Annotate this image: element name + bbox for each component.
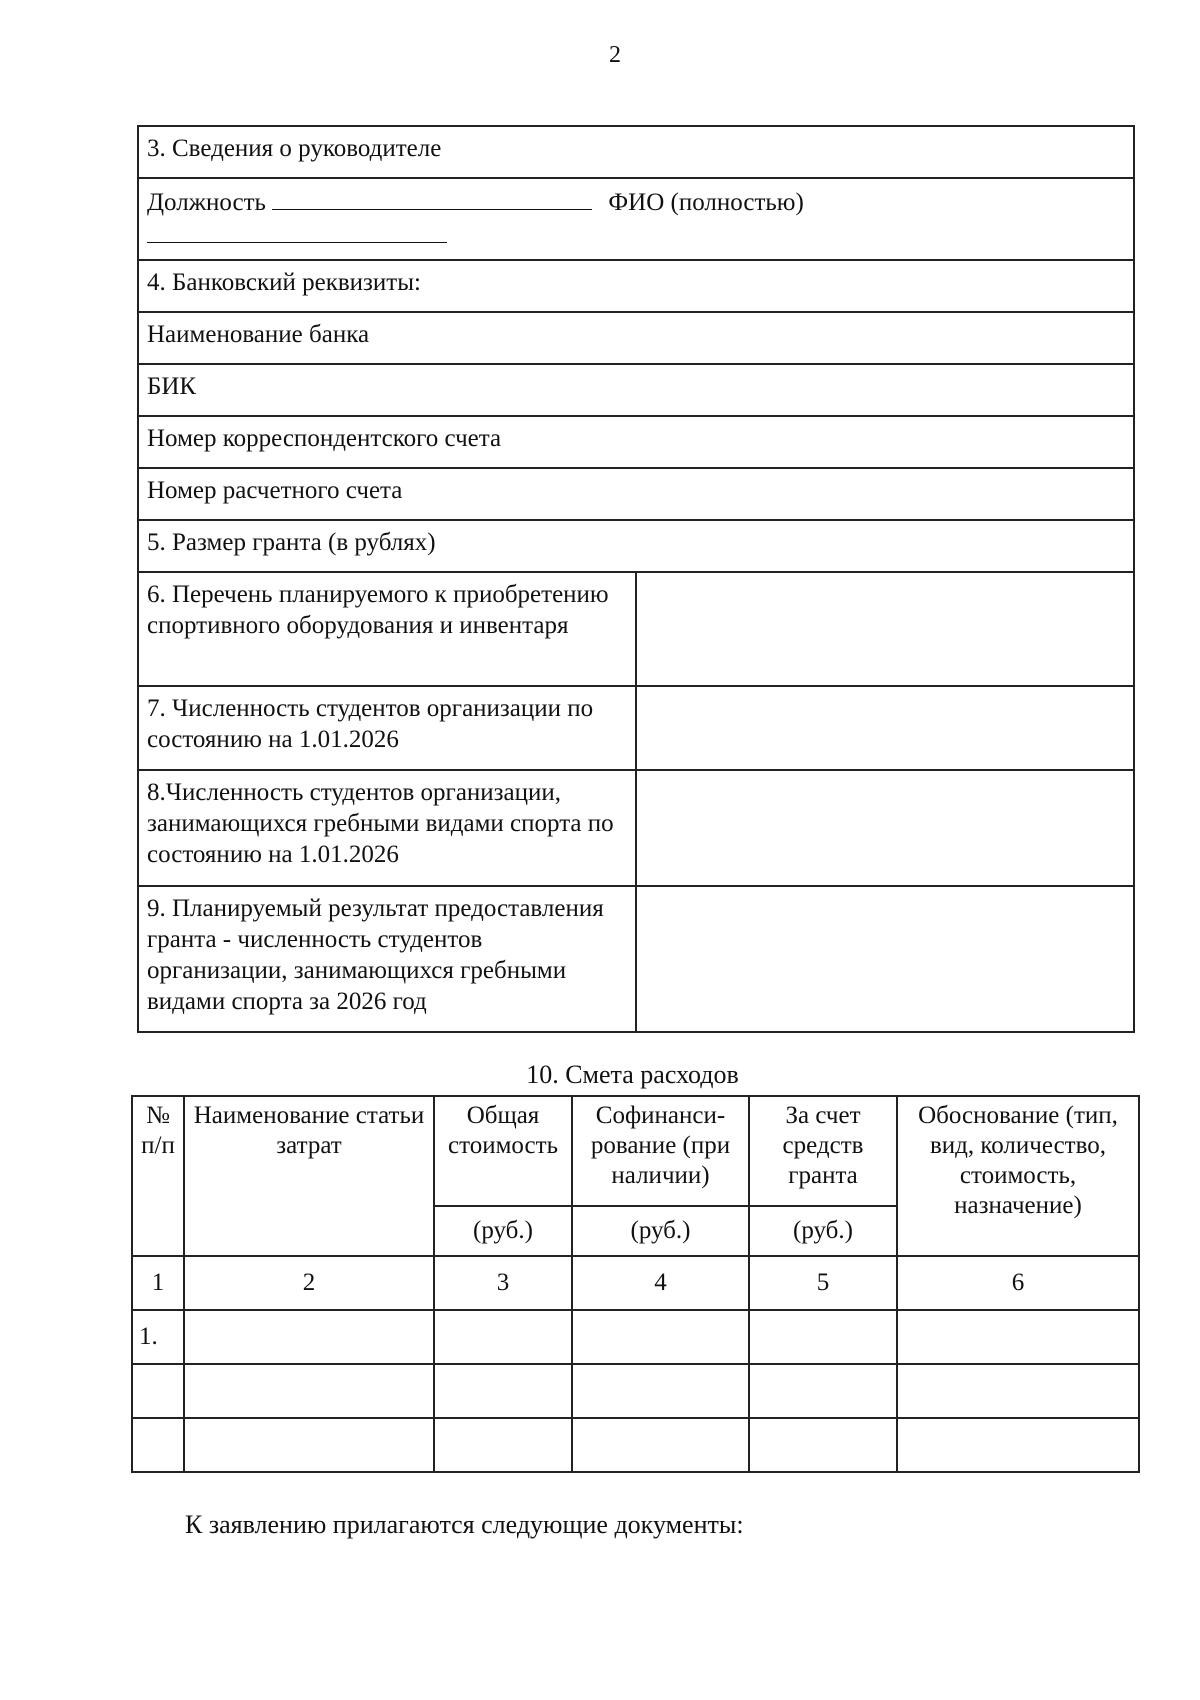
table-row bbox=[132, 1310, 1139, 1364]
section7-value-cell[interactable] bbox=[636, 686, 1134, 770]
section9-value-cell[interactable] bbox=[636, 886, 1134, 1032]
section9-label: 9. Планируемый результат предоставления гранта - численность студентов организации, занимающихся гребными видами спорта за 2026 год bbox=[138, 886, 636, 1032]
cofinancing-cell[interactable] bbox=[572, 1310, 749, 1364]
unit-grant: (руб.) bbox=[749, 1206, 897, 1256]
page-number: 2 bbox=[609, 42, 621, 68]
header-total: Общая стоимость bbox=[434, 1096, 572, 1206]
bik-field[interactable]: БИК bbox=[138, 364, 1134, 416]
section8-value-cell[interactable] bbox=[636, 770, 1134, 886]
position-field[interactable] bbox=[272, 185, 592, 210]
column-number: 4 bbox=[572, 1256, 749, 1310]
row-number bbox=[132, 1364, 184, 1418]
total-cell[interactable] bbox=[434, 1310, 572, 1364]
justification-cell[interactable] bbox=[897, 1310, 1139, 1364]
application-form-table bbox=[137, 125, 1135, 1033]
header-cofinancing: Софинанси-рование (при наличии) bbox=[572, 1096, 749, 1206]
table-row bbox=[132, 1418, 1139, 1472]
section6-label: 6. Перечень планируемого к приобретению спортивного оборудования и инвентаря bbox=[138, 572, 636, 686]
estimate-title: 10. Смета расходов bbox=[526, 1060, 739, 1089]
attachments-text: К заявлению прилагаются следующие документы: bbox=[185, 1510, 744, 1539]
unit-total: (руб.) bbox=[434, 1206, 572, 1256]
column-number: 2 bbox=[184, 1256, 434, 1310]
settlement-account-field[interactable]: Номер расчетного счета bbox=[138, 468, 1134, 520]
justification-cell[interactable] bbox=[897, 1364, 1139, 1418]
section3-title: 3. Сведения о руководителе bbox=[138, 126, 1134, 178]
table-row bbox=[132, 1364, 1139, 1418]
cofinancing-cell[interactable] bbox=[572, 1418, 749, 1472]
grant-cell[interactable] bbox=[749, 1418, 897, 1472]
header-grant: За счет средств гранта bbox=[749, 1096, 897, 1206]
fullname-field[interactable] bbox=[147, 218, 447, 243]
manager-info-row bbox=[138, 178, 1134, 260]
column-number: 5 bbox=[749, 1256, 897, 1310]
item-cell[interactable] bbox=[184, 1364, 434, 1418]
column-number: 6 bbox=[897, 1256, 1139, 1310]
column-number: 1 bbox=[132, 1256, 184, 1310]
section7-label: 7. Численность студентов организации по состоянию на 1.01.2026 bbox=[138, 686, 636, 770]
position-label: Должность bbox=[147, 189, 266, 216]
grant-cell[interactable] bbox=[749, 1364, 897, 1418]
header-number: № п/п bbox=[132, 1096, 184, 1256]
column-number: 3 bbox=[434, 1256, 572, 1310]
header-item: Наименование статьи затрат bbox=[184, 1096, 434, 1256]
section8-label: 8.Численность студентов организации, занимающихся гребными видами спорта по состоянию на 1.01.2026 bbox=[138, 770, 636, 886]
grant-cell[interactable] bbox=[749, 1310, 897, 1364]
estimate-table bbox=[131, 1095, 1140, 1473]
section4-title: 4. Банковский реквизиты: bbox=[138, 260, 1134, 312]
total-cell[interactable] bbox=[434, 1364, 572, 1418]
corr-account-field[interactable]: Номер корреспондентского счета bbox=[138, 416, 1134, 468]
total-cell[interactable] bbox=[434, 1418, 572, 1472]
item-cell[interactable] bbox=[184, 1310, 434, 1364]
header-justification: Обоснование (тип, вид, количество, стоимость, назначение) bbox=[897, 1096, 1139, 1256]
bank-name-field[interactable]: Наименование банка bbox=[138, 312, 1134, 364]
grant-amount-field[interactable]: 5. Размер гранта (в рублях) bbox=[138, 520, 1134, 572]
justification-cell[interactable] bbox=[897, 1418, 1139, 1472]
fullname-label: ФИО (полностью) bbox=[608, 189, 804, 216]
unit-cofinancing: (руб.) bbox=[572, 1206, 749, 1256]
section6-value-cell[interactable] bbox=[636, 572, 1134, 686]
cofinancing-cell[interactable] bbox=[572, 1364, 749, 1418]
row-number: 1. bbox=[132, 1310, 184, 1364]
item-cell[interactable] bbox=[184, 1418, 434, 1472]
row-number bbox=[132, 1418, 184, 1472]
